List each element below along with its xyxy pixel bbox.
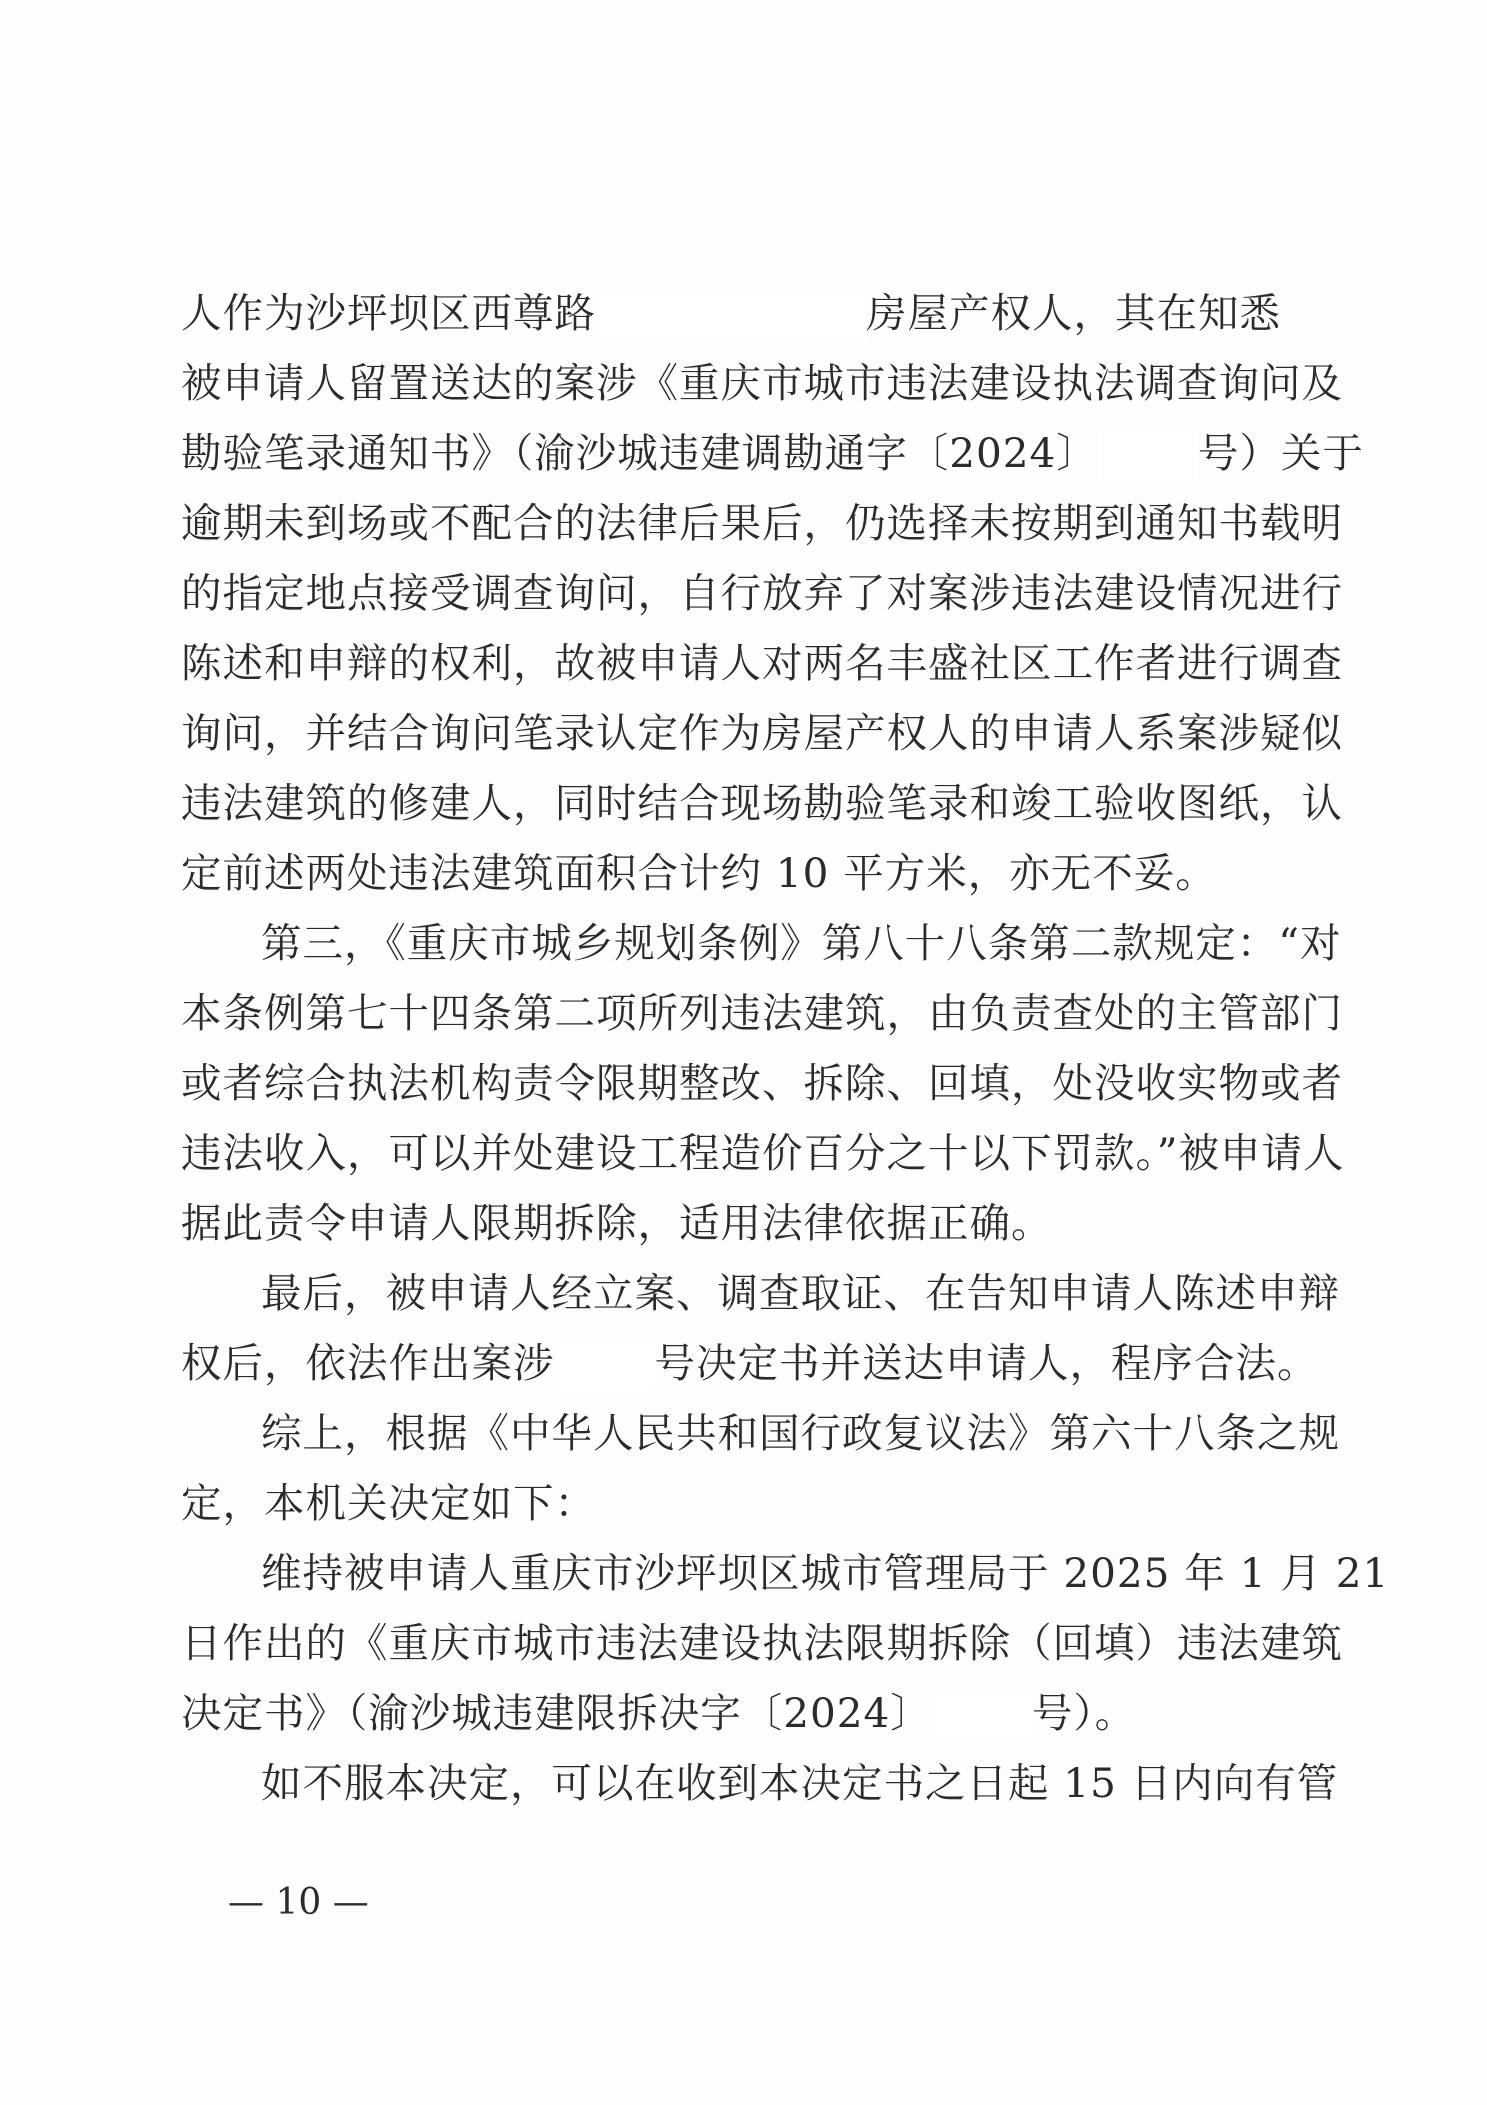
text-line: 据此责令申请人限期拆除，适用法律依据正确。	[181, 1199, 1053, 1247]
text-span: 号）。	[1031, 1689, 1137, 1737]
text-line: 日作出的《重庆市城市违法建设执法限期拆除（回填）违法建筑	[181, 1619, 1343, 1667]
text-line: 逾期未到场或不配合的法律后果后，仍选择未按期到通知书载明	[181, 499, 1343, 547]
text-span: 勘验笔录通知书》（渝沙城违建调勘通字〔2024〕	[181, 429, 1098, 477]
text-line: 违法收入，可以并处建设工程造价百分之十以下罚款。”被申请人	[181, 1129, 1345, 1177]
text-span: 号决定书并送达申请人，程序合法。	[654, 1339, 1319, 1387]
text-line: 维持被申请人重庆市沙坪坝区城市管理局于 2025 年 1 月 21	[261, 1549, 1390, 1597]
text-line: 被申请人留置送达的案涉《重庆市城市违法建设执法调查询问及	[181, 359, 1343, 407]
text-line: 本条例第七十四条第二项所列违法建筑，由负责查处的主管部门	[181, 989, 1343, 1037]
redaction-box	[555, 1343, 655, 1391]
text-line: 综上，根据《中华人民共和国行政复议法》第六十八条之规	[261, 1409, 1340, 1457]
text-line: 最后，被申请人经立案、调查取证、在告知申请人陈述申辩	[261, 1269, 1340, 1317]
text-line	[181, 283, 1281, 343]
text-line: 违法建筑的修建人，同时结合现场勘验笔录和竣工验收图纸，认	[181, 779, 1343, 827]
text-span: 房屋产权人，其在知悉	[866, 289, 1281, 337]
text-line: 如不服本决定，可以在收到本决定书之日起 15 日内向有管	[261, 1759, 1339, 1807]
redaction-box	[596, 293, 866, 341]
text-line: 定前述两处违法建筑面积合计约 10 平方米，亦无不妥。	[181, 849, 1217, 897]
page-number: — 10 —	[228, 1882, 369, 1923]
text-line: 询问，并结合询问笔录认定作为房屋产权人的申请人系案涉疑似	[181, 709, 1343, 757]
text-line	[181, 423, 1364, 483]
text-span: 号）关于	[1197, 429, 1364, 477]
text-span: 权后，依法作出案涉	[181, 1339, 555, 1387]
redaction-box	[1098, 433, 1198, 481]
text-line	[181, 1333, 1319, 1393]
text-line	[181, 1683, 1136, 1743]
text-line: 第三，《重庆市城乡规划条例》第八十八条第二款规定：“对	[261, 919, 1342, 967]
text-span: 人作为沙坪坝区西尊路	[181, 289, 596, 337]
text-line: 的指定地点接受调查询问，自行放弃了对案涉违法建设情况进行	[181, 569, 1343, 617]
text-span: 决定书》（渝沙城违建限拆决字〔2024〕	[181, 1689, 932, 1737]
text-line: 陈述和申辩的权利，故被申请人对两名丰盛社区工作者进行调查	[181, 639, 1343, 687]
text-line: 或者综合执法机构责令限期整改、拆除、回填，处没收实物或者	[181, 1059, 1343, 1107]
redaction-box	[932, 1693, 1032, 1741]
text-line: 定，本机关决定如下：	[181, 1479, 596, 1527]
